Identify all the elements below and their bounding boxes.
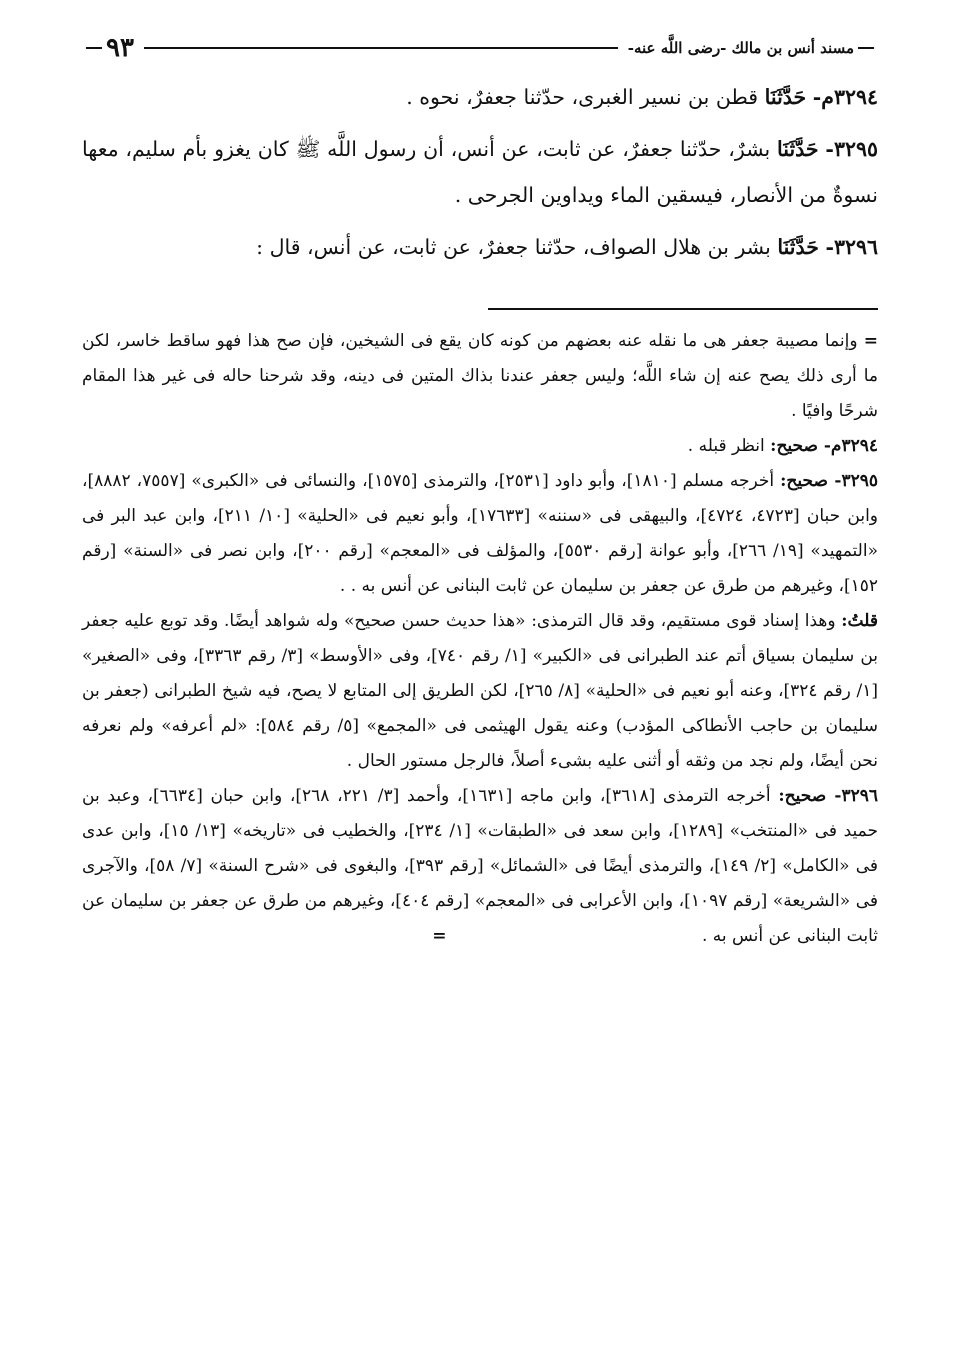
footnote-text: انظر قبله . (687, 436, 765, 456)
footnote-text: وإنما مصيبة جعفر هى ما نقله عنه بعضهم من كونه كان يقع فى الشيخين، فإن صح هذا فهو ساقط خاسر، لكن ما أرى ذلك يصح عنه إن شاء اللَّه؛ وليس جعفر عندنا بذاك المتين فى دينه، وقد شرحنا حاله فى غير هذا المقام شرحًا وافيًا . (82, 331, 878, 421)
footnote-continuation (82, 324, 878, 429)
running-title: مسند أنس بن مالك -رضى اللَّه عنه- (627, 39, 854, 57)
continuation-mark: = (863, 331, 878, 351)
hadith-keyword: حَدَّثَنَا (777, 235, 819, 259)
header-dash (858, 47, 874, 49)
footnote-text: وهذا إسناد قوى مستقيم، وقد قال الترمذى: «هذا حديث حسن صحيح» وله شواهد أيضًا. وقد توبع عليه جعفر بن سليمان بسياق أتم عند الطبرانى فى «الكبير» [١/ رقم ٧٤٠]، وفى «الأوسط» [٣/ رقم ٣٣٦٣]، وفى «الصغير» [١/ رقم ٣٢٤]، وعنه أبو نعيم فى «الحلية» [٨/ ٢٦٥]، لكن الطريق إلى المتابع لا يصح، فيه شيخ الطبرانى (جعفر بن سليمان بن حاجب الأنطاكى المؤدب) وعنه يقول الهيثمى فى «المجمع» [٥/ رقم ٥٨٤]: «لم أعرفه» ولم نعرفه نحن أيضًا، ولم نجد من وثقه أو أثنى عليه بشىء أصلاً، فالرجل مستور الحال . (82, 611, 879, 771)
hadith-text: بشرٌ، حدّثنا جعفرٌ، عن ثابت، عن أنس، أن رسول اللَّه ﷺ كان يغزو بأم سليم، معها نسوةٌ من الأنصار، فيسقين الماء ويداوين الجرحى . (82, 137, 878, 207)
footnote-lead: ٣٢٩٤م- صحيح: (770, 436, 878, 456)
footnote-3294m (82, 429, 878, 464)
hadith-keyword: حَدَّثَنَا (777, 137, 819, 161)
footnote-text: أخرجه الترمذى [٣٦١٨]، وابن ماجه [١٦٣١]، وأحمد [٣/ ٢٢١، ٢٦٨]، وابن حبان [٦٦٣٤]، وعبد بن حميد فى «المنتخب» [١٢٨٩]، وابن سعد فى «الطبقات» [١/ ٢٣٤]، والخطيب فى «تاريخه» [١٣/ ١٥]، وابن عدى فى «الكامل» [٢/ ١٤٩]، والترمذى أيضًا فى «الشمائل» [رقم ٣٩٣]، والبغوى فى «شرح السنة» [٧/ ٥٨]، والآجرى فى «الشريعة» [رقم ١٠٩٧]، وابن الأعرابى فى «المعجم» [رقم ٤٠٤]، وغيرهم من طرق عن جعفر بن سليمان عن ثابت البنانى عن أنس به . (82, 786, 879, 946)
hadith-number: ٣٢٩٥- (825, 137, 878, 161)
hadith-3294m (82, 74, 878, 120)
footnote-3295 (82, 464, 878, 604)
footnote-qult (82, 604, 878, 779)
book-page (82, 28, 878, 954)
footnote-lead: ٣٢٩٦- صحيح: (778, 786, 879, 806)
footnote-lead: ٣٢٩٥- صحيح: (780, 471, 879, 491)
hadith-text: بشر بن هلال الصواف، حدّثنا جعفرٌ، عن ثابت، عن أنس، قال : (256, 235, 771, 259)
hadith-3296 (82, 224, 878, 270)
hadith-text: قطن بن نسير الغبرى، حدّثنا جعفرٌ، نحوه . (406, 85, 759, 109)
hadith-number: ٣٢٩٤م- (812, 85, 878, 109)
footnote-separator (488, 308, 878, 310)
header-rule (144, 47, 618, 49)
header-dash-end (86, 47, 102, 49)
footnotes (82, 324, 878, 954)
footnote-lead: قلتُ: (841, 611, 878, 631)
footnote-3296 (82, 779, 878, 954)
hadith-keyword: حَدَّثَنَا (764, 85, 807, 109)
hadith-3295 (82, 126, 878, 218)
page-number: ٩٣ (106, 33, 134, 63)
hadith-number: ٣٢٩٦- (825, 235, 878, 259)
continuation-end-mark: = (432, 926, 447, 946)
page-header (82, 28, 878, 68)
footnote-text: أخرجه مسلم [١٨١٠]، وأبو داود [٢٥٣١]، والترمذى [١٥٧٥]، والنسائى فى «الكبرى» [٧٥٥٧، ٨٨٨٢]، وابن حبان [٤٧٢٣، ٤٧٢٤]، والبيهقى فى «سننه» [١٧٦٣٣]، وأبو نعيم فى «الحلية» [١٠/ ٢١١]، وابن عبد البر فى «التمهيد» [١٩/ ٢٦٦]، وأبو عوانة [رقم ٥٥٣٠]، والمؤلف فى «المعجم» [رقم ٢٠٠]، وابن نصر فى «السنة» [رقم ١٥٢]، وغيرهم من طرق عن جعفر بن سليمان عن ثابت البنانى عن أنس به . . (82, 471, 879, 596)
